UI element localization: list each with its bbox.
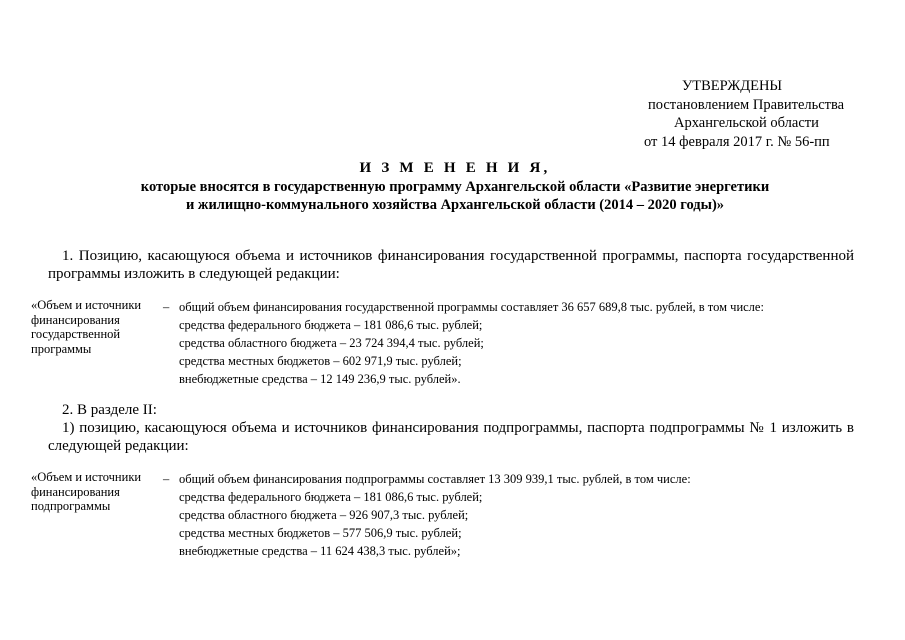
program-funding-federal: средства федерального бюджета – 181 086,6 тыс. рублей; bbox=[179, 318, 483, 332]
section-2-paragraph: 1) позицию, касающуюся объема и источников финансирования подпрограммы, паспорта подпрограммы № 1 изложить в следующей редакции: bbox=[48, 420, 854, 454]
subprogram-funding-extrabudgetary: внебюджетные средства – 11 624 438,3 тыс. рублей»; bbox=[179, 544, 461, 558]
subprogram-funding-regional: средства областного бюджета – 926 907,3 тыс. рублей; bbox=[179, 508, 469, 522]
subprogram-funding-federal: средства федерального бюджета – 181 086,6 тыс. рублей; bbox=[179, 490, 483, 504]
approval-line-decree: постановлением Правительства bbox=[648, 96, 845, 113]
subprogram-funding-local: средства местных бюджетов – 577 506,9 тыс. рублей; bbox=[179, 526, 462, 540]
approval-line-region: Архангельской области bbox=[674, 115, 819, 131]
program-funding-label: «Объем и источники финансирования государственной программы bbox=[31, 298, 142, 356]
subprogram-funding-total: общий объем финансирования подпрограммы составляет 13 309 939,1 тыс. рублей, в том числе: bbox=[179, 472, 691, 486]
subprogram-funding-label: «Объем и источники финансирования подпрограммы bbox=[31, 470, 142, 513]
program-funding-total: общий объем финансирования государственной программы составляет 36 657 689,8 тыс. рублей, в том числе: bbox=[179, 300, 764, 314]
program-funding-block bbox=[31, 298, 851, 388]
approval-line-date: от 14 февраля 2017 г. № 56-пп bbox=[644, 133, 830, 150]
program-funding-details bbox=[179, 298, 839, 388]
document-subtitle-line-2: и жилищно-коммунального хозяйства Архангельской области (2014 – 2020 годы)» bbox=[185, 197, 725, 213]
approval-stamp bbox=[600, 77, 900, 151]
subprogram-funding-block bbox=[31, 470, 851, 560]
program-funding-extrabudgetary: внебюджетные средства – 12 149 236,9 тыс. рублей». bbox=[179, 372, 461, 386]
document-title: И З М Е Н Е Н И Я, bbox=[359, 160, 551, 176]
subprogram-funding-dash: – bbox=[163, 472, 170, 486]
program-funding-dash: – bbox=[163, 300, 170, 314]
approval-line-approved: УТВЕРЖДЕНЫ bbox=[682, 78, 783, 94]
section-1-paragraph: 1. Позицию, касающуюся объема и источников финансирования государственной программы, паспорта государственной программы изложить в следующей редакции: bbox=[48, 248, 854, 282]
program-funding-regional: средства областного бюджета – 23 724 394,4 тыс. рублей; bbox=[179, 336, 484, 350]
document-title-block bbox=[40, 158, 870, 214]
section-2-heading: 2. В разделе II: bbox=[62, 402, 157, 418]
program-funding-local: средства местных бюджетов – 602 971,9 тыс. рублей; bbox=[179, 354, 462, 368]
document-subtitle-line-1: которые вносятся в государственную программу Архангельской области «Развитие энергетики bbox=[140, 179, 770, 195]
subprogram-funding-details bbox=[179, 470, 839, 560]
